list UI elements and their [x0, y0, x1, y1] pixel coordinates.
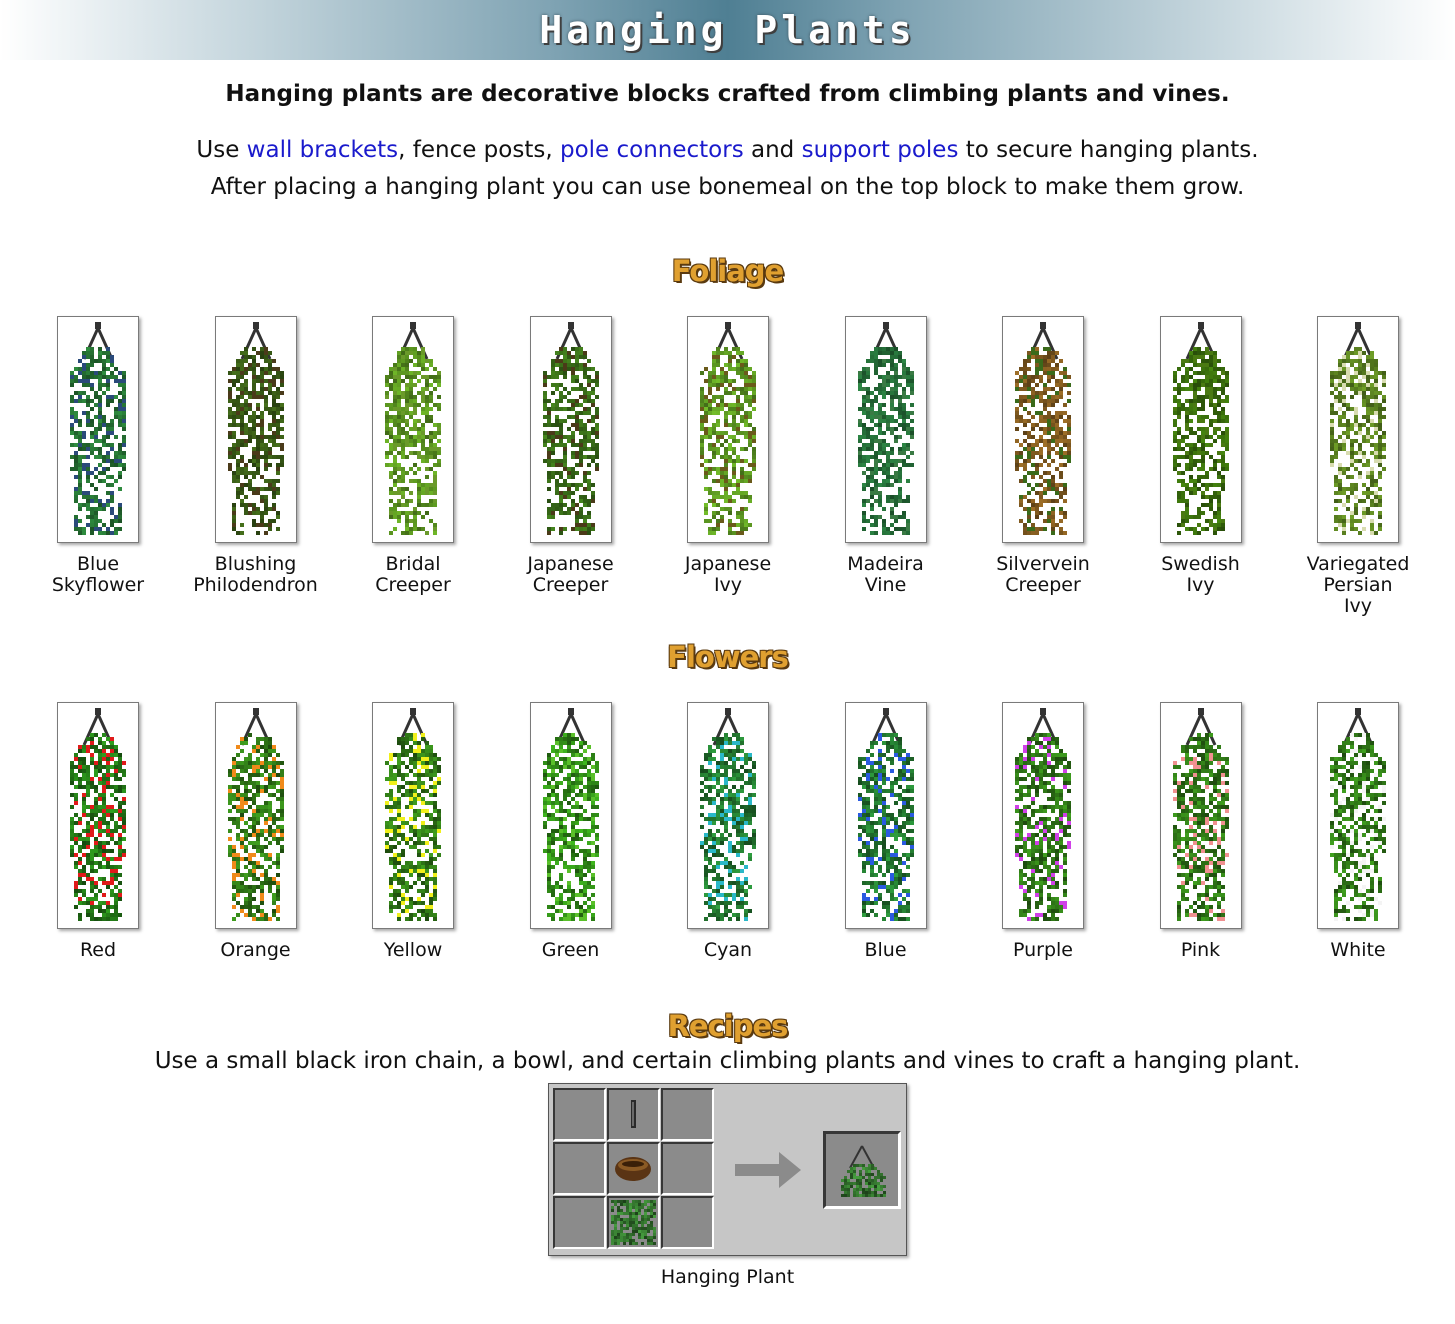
- wall-brackets-link[interactable]: wall brackets: [246, 137, 399, 163]
- hanging-plant-icon: [1161, 317, 1241, 542]
- crafting-recipe: [548, 1083, 907, 1256]
- crafting-slot: [553, 1142, 606, 1195]
- flower-plant-image: [1317, 702, 1399, 929]
- foliage-plant-label: Blushing Philodendron: [193, 553, 318, 596]
- crafting-slot: [661, 1142, 714, 1195]
- flower-plant-image: [530, 702, 612, 929]
- intro-heading: Hanging plants are decorative blocks crafted from climbing plants and vines.: [225, 81, 1230, 107]
- flower-plant-label: Pink: [1180, 939, 1221, 961]
- bowl-icon: [609, 1144, 658, 1193]
- crafting-slot-chain: [607, 1088, 660, 1141]
- flower-plant-image: [687, 702, 769, 929]
- crafting-result-slot: [823, 1131, 901, 1209]
- hanging-plant-icon: [531, 317, 611, 542]
- page-title: Hanging Plants: [539, 8, 916, 52]
- foliage-plant-label: Japanese Creeper: [527, 553, 614, 596]
- hanging-plant-icon: [846, 317, 926, 542]
- foliage-plant-image: [1317, 316, 1399, 543]
- crafting-slot: [661, 1196, 714, 1249]
- flower-plant-image: [215, 702, 297, 929]
- recipe-description: Use a small black iron chain, a bowl, and certain climbing plants and vines to craft a hanging plant.: [154, 1048, 1301, 1074]
- flower-plant-image: [845, 702, 927, 929]
- hanging-plant-icon: [688, 703, 768, 928]
- foliage-plant-image: [845, 316, 927, 543]
- recipes-heading: Recipes: [667, 1009, 788, 1043]
- foliage-plant-label: Bridal Creeper: [375, 553, 451, 596]
- flower-plant-label: Yellow: [383, 939, 443, 961]
- crafting-slot: [553, 1196, 606, 1249]
- crafting-slot: [661, 1088, 714, 1141]
- intro-line-2: After placing a hanging plant you can use bonemeal on the top block to make them grow.: [210, 174, 1245, 200]
- vine-icon: [609, 1198, 658, 1247]
- intro-text-3: and: [743, 137, 802, 163]
- flower-plant-image: [57, 702, 139, 929]
- support-poles-link[interactable]: support poles: [801, 137, 959, 163]
- chain-icon: [609, 1090, 658, 1139]
- hanging-plant-icon: [846, 703, 926, 928]
- crafting-slot-bowl: [607, 1142, 660, 1195]
- foliage-heading: Foliage: [671, 254, 784, 288]
- hanging-plant-icon: [531, 703, 611, 928]
- pole-connectors-link[interactable]: pole connectors: [559, 137, 744, 163]
- intro-text-2: , fence posts,: [398, 137, 560, 163]
- hanging-plant-icon: [1161, 703, 1241, 928]
- hanging-plant-icon: [826, 1134, 898, 1206]
- flower-plant-label: Cyan: [703, 939, 753, 961]
- hanging-plant-icon: [1318, 317, 1398, 542]
- hanging-plant-icon: [1003, 317, 1083, 542]
- foliage-plant-image: [530, 316, 612, 543]
- foliage-plant-image: [372, 316, 454, 543]
- title-banner: [0, 0, 1455, 60]
- flower-plant-label: Purple: [1012, 939, 1073, 961]
- flower-plant-label: Red: [79, 939, 117, 961]
- flower-plant-label: White: [1330, 939, 1386, 961]
- hanging-plant-icon: [373, 703, 453, 928]
- flower-plant-label: Orange: [220, 939, 291, 961]
- hanging-plant-icon: [373, 317, 453, 542]
- hanging-plant-icon: [216, 317, 296, 542]
- foliage-plant-image: [57, 316, 139, 543]
- foliage-plant-image: [215, 316, 297, 543]
- hanging-plant-icon: [1318, 703, 1398, 928]
- recipe-caption: Hanging Plant: [660, 1266, 795, 1288]
- flower-plant-label: Blue: [864, 939, 907, 961]
- foliage-plant-image: [687, 316, 769, 543]
- flowers-gallery: [0, 702, 1455, 1012]
- foliage-plant-label: Blue Skyflower: [51, 553, 145, 596]
- intro-text-1: Use: [196, 137, 247, 163]
- arrow-right-icon: [735, 1150, 805, 1190]
- hanging-plant-icon: [1003, 703, 1083, 928]
- hanging-plant-icon: [216, 703, 296, 928]
- foliage-plant-label: Silvervein Creeper: [996, 553, 1090, 596]
- intro-line-1: [0, 137, 1455, 163]
- hanging-plant-icon: [58, 317, 138, 542]
- hanging-plant-icon: [688, 317, 768, 542]
- flower-plant-image: [372, 702, 454, 929]
- foliage-plant-label: Madeira Vine: [847, 553, 924, 596]
- flowers-heading: Flowers: [667, 640, 788, 674]
- flower-plant-image: [1002, 702, 1084, 929]
- hanging-plant-icon: [58, 703, 138, 928]
- foliage-plant-label: Variegated Persian Ivy: [1306, 553, 1410, 617]
- flower-plant-label: Green: [541, 939, 600, 961]
- crafting-slot: [553, 1088, 606, 1141]
- flower-plant-image: [1160, 702, 1242, 929]
- crafting-slot-vine: [607, 1196, 660, 1249]
- foliage-plant-image: [1160, 316, 1242, 543]
- foliage-gallery: [0, 316, 1455, 626]
- foliage-plant-label: Japanese Ivy: [684, 553, 772, 596]
- foliage-plant-label: Swedish Ivy: [1161, 553, 1240, 596]
- intro-text-4: to secure hanging plants.: [958, 137, 1259, 163]
- foliage-plant-image: [1002, 316, 1084, 543]
